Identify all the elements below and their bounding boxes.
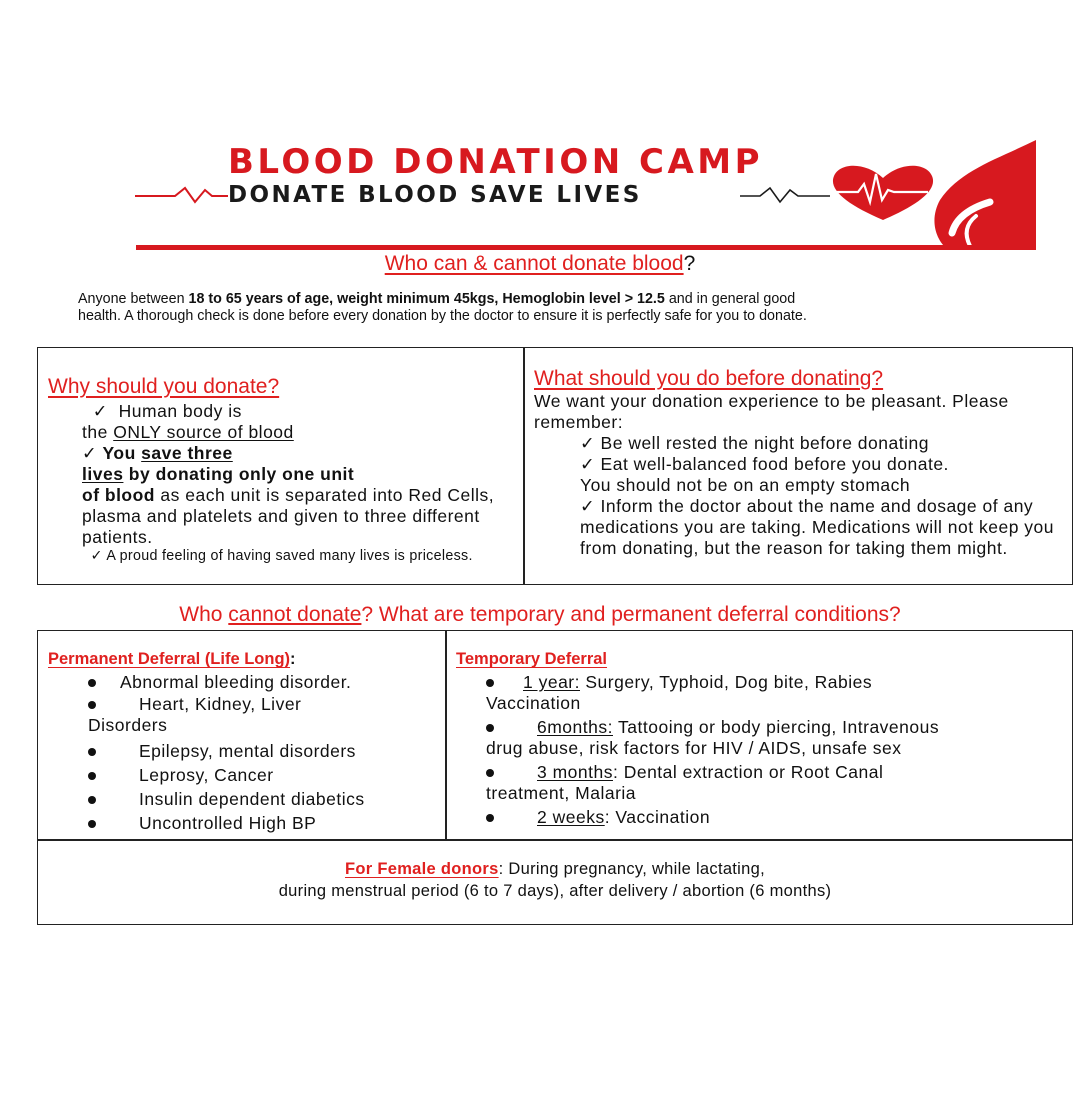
permanent-item-text: Insulin dependent diabetics bbox=[139, 789, 365, 809]
temporary-item-period: 1 year: bbox=[523, 672, 580, 692]
camp-subtitle: DONATE BLOOD SAVE LIVES bbox=[228, 182, 642, 208]
before-item-1 bbox=[580, 433, 1064, 454]
permanent-item bbox=[48, 788, 443, 810]
permanent-item-cont: Disorders bbox=[88, 715, 168, 735]
camp-title: BLOOD DONATION CAMP bbox=[228, 142, 764, 182]
check-icon: ✓ bbox=[580, 454, 596, 474]
female-divider bbox=[38, 839, 1072, 841]
permanent-item-text: Leprosy, Cancer bbox=[139, 765, 274, 785]
check-icon: ✓ bbox=[92, 401, 108, 421]
header-divider bbox=[136, 245, 1036, 250]
bullet-icon bbox=[88, 748, 96, 756]
heart-icon bbox=[828, 160, 938, 222]
check-icon: ✓ bbox=[82, 443, 98, 463]
temporary-item bbox=[456, 716, 1068, 738]
why-point-1-c: ONLY source of blood bbox=[113, 422, 294, 442]
permanent-item-text: Abnormal bleeding disorder. bbox=[120, 672, 352, 692]
permanent-item-text: Uncontrolled High BP bbox=[139, 813, 317, 833]
why-point-2-f: as each unit is separated into Red Cells, plasma and platelets and given to three different patients. bbox=[82, 485, 495, 547]
bullet-icon bbox=[88, 796, 96, 804]
before-item-2-cont: You should not be on an empty stomach bbox=[580, 475, 911, 495]
temporary-item-text: : Dental extraction or Root Canal bbox=[612, 762, 884, 782]
temporary-item-cont: drug abuse, risk factors for HIV / AIDS, unsafe sex bbox=[486, 738, 902, 758]
before-item-3 bbox=[580, 496, 1064, 559]
temporary-item-text: Surgery, Typhoid, Dog bite, Rabies bbox=[580, 672, 873, 692]
check-icon: ✓ bbox=[580, 496, 596, 516]
temporary-item-text: Tattooing or body piercing, Intravenous bbox=[612, 717, 940, 737]
eligibility-heading-text: Who can & cannot donate blood bbox=[384, 252, 684, 275]
bullet-icon bbox=[486, 724, 494, 732]
before-donating-heading: What should you do before donating? bbox=[534, 367, 884, 390]
intro-part-2: and in general good bbox=[664, 291, 796, 307]
why-point-2-a: You bbox=[102, 443, 142, 463]
permanent-item-text: Epilepsy, mental disorders bbox=[139, 741, 356, 761]
permanent-deferral-heading bbox=[48, 650, 443, 669]
bullet-icon bbox=[486, 769, 494, 777]
bullet-icon bbox=[88, 701, 96, 709]
temporary-item-period: 2 weeks bbox=[537, 807, 605, 827]
permanent-item bbox=[48, 671, 443, 693]
permanent-item bbox=[48, 812, 443, 834]
before-item-2-text: Eat well-balanced food before you donate. bbox=[600, 454, 949, 474]
deferral-heading-2: ? What are temporary and permanent deferral conditions? bbox=[361, 603, 901, 626]
temporary-item-cont: treatment, Malaria bbox=[486, 783, 637, 803]
bullet-icon bbox=[88, 820, 96, 828]
eligibility-intro bbox=[78, 291, 1038, 325]
permanent-item bbox=[48, 740, 443, 762]
deferral-heading-1: Who bbox=[179, 603, 229, 626]
intro-part-3: health. A thorough check is done before every donation by the doctor to ensure it is perfectly safe for you to donate. bbox=[78, 308, 807, 324]
check-icon: ✓ bbox=[580, 433, 596, 453]
why-point-2-b: save three bbox=[141, 443, 233, 463]
reasons-divider bbox=[523, 348, 525, 584]
before-item-3-text: Inform the doctor about the name and dosage of any medications you are taking. Medications will not keep you from donating, but the reason for taking them might. bbox=[580, 496, 1055, 558]
check-icon: ✓ bbox=[90, 548, 103, 564]
intro-criteria: 18 to 65 years of age, weight minimum 45kgs, Hemoglobin level > 12.5 bbox=[188, 291, 665, 307]
temporary-item bbox=[456, 761, 1068, 783]
bullet-icon bbox=[486, 679, 494, 687]
female-donors-label: For Female donors bbox=[344, 860, 499, 878]
why-point-2 bbox=[82, 443, 517, 548]
why-point-1-b: the bbox=[82, 422, 114, 442]
deferral-divider bbox=[445, 631, 447, 839]
deferral-heading bbox=[0, 603, 1080, 627]
temporary-deferral-section bbox=[456, 650, 1068, 828]
female-donors-text-2: during menstrual period (6 to 7 days), after delivery / abortion (6 months) bbox=[278, 882, 832, 900]
temporary-item-period: 6months: bbox=[537, 717, 613, 737]
before-intro: We want your donation experience to be pleasant. Please remember: bbox=[534, 391, 1009, 432]
why-point-3-text: A proud feeling of having saved many lives is priceless. bbox=[106, 548, 473, 564]
why-point-1-a: Human body is bbox=[118, 401, 242, 421]
why-donate-heading: Why should you donate? bbox=[48, 375, 280, 398]
temporary-item-period: 3 months bbox=[537, 762, 613, 782]
female-donors-text-1: : During pregnancy, while lactating, bbox=[498, 860, 765, 878]
permanent-item-text: Heart, Kidney, Liver bbox=[139, 694, 302, 714]
why-point-3 bbox=[82, 548, 517, 565]
permanent-heading-colon: : bbox=[290, 650, 296, 668]
before-item-1-text: Be well rested the night before donating bbox=[600, 433, 929, 453]
eligibility-heading bbox=[0, 252, 1080, 276]
bullet-icon bbox=[88, 772, 96, 780]
bullet-icon bbox=[486, 814, 494, 822]
temporary-deferral-heading: Temporary Deferral bbox=[456, 650, 608, 668]
before-donating-section bbox=[534, 367, 1064, 559]
why-donate-section bbox=[48, 375, 517, 565]
bullet-icon bbox=[88, 679, 96, 687]
why-point-2-e: of blood bbox=[82, 485, 156, 505]
permanent-heading-text: Permanent Deferral (Life Long) bbox=[48, 650, 291, 668]
female-donors-note bbox=[38, 858, 1072, 902]
why-point-2-d: by donating only one unit bbox=[123, 464, 355, 484]
permanent-item bbox=[48, 693, 443, 715]
permanent-item bbox=[48, 764, 443, 786]
temporary-item-cont: Vaccination bbox=[486, 693, 581, 713]
blood-drop-graphic bbox=[930, 138, 1040, 253]
why-point-1 bbox=[82, 401, 517, 443]
temporary-item-text: : Vaccination bbox=[604, 807, 711, 827]
why-point-2-c: lives bbox=[82, 464, 124, 484]
temporary-item bbox=[456, 806, 1068, 828]
deferral-heading-u: cannot donate bbox=[228, 603, 362, 626]
temporary-item bbox=[456, 671, 1068, 693]
permanent-deferral-section bbox=[48, 650, 443, 834]
eligibility-heading-q: ? bbox=[683, 252, 696, 275]
intro-part-1: Anyone between bbox=[78, 291, 189, 307]
before-item-2 bbox=[580, 454, 1064, 475]
